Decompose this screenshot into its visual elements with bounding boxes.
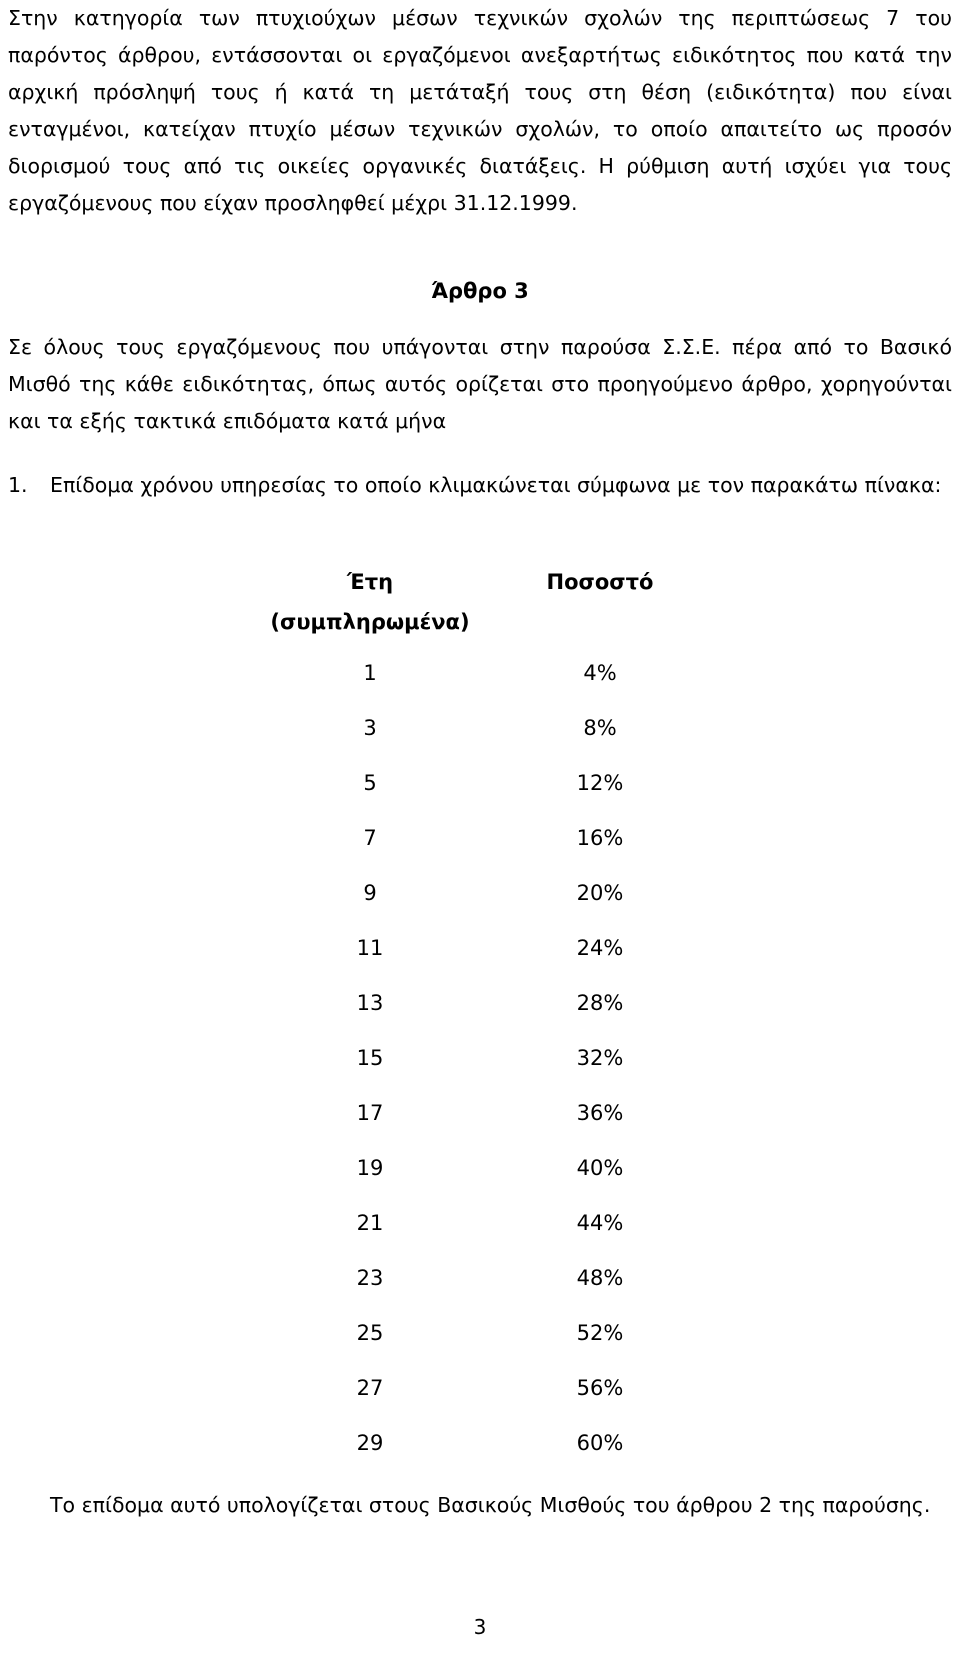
years-cell: 13	[356, 991, 384, 1015]
years-cell: 23	[356, 1266, 384, 1290]
percent-cell: 48%	[576, 1266, 624, 1290]
years-cell: 27	[356, 1376, 384, 1400]
percent-cell: 8%	[583, 716, 617, 740]
article-heading: Άρθρο 3	[431, 279, 529, 303]
intro-paragraph: Στην κατηγορία των πτυχιούχων μέσων τεχνικών σχολών της περιπτώσεως 7 του παρόντος άρθρου, εντάσσονται οι εργαζόμενοι ανεξαρτήτως ειδικότητος που κατά την αρχική πρόσληψή τους ή κατά τη μετάταξή τους στη θέση (ειδικότητα) που είναι ενταγμένοι, κατείχαν πτυχίο μέσων τεχνικών σχολών, το οποίο απαιτείτο ως προσόν διορισμού τους από τις οικείες οργανικές διατάξεις. Η ρύθμιση αυτή ισχύει για τους εργαζόμενους που είχαν προσληφθεί μέχρι 31.12.1999.	[8, 6, 952, 215]
table-row	[0, 933, 960, 988]
percent-cell: 16%	[576, 826, 624, 850]
table-row	[0, 988, 960, 1043]
years-cell: 17	[356, 1101, 384, 1125]
years-cell: 15	[356, 1046, 384, 1070]
percent-cell: 44%	[576, 1211, 624, 1235]
table-row	[0, 1318, 960, 1373]
percent-cell: 24%	[576, 936, 624, 960]
percent-cell: 52%	[576, 1321, 624, 1345]
closing-paragraph: Το επίδομα αυτό υπολογίζεται στους Βασικούς Μισθούς του άρθρου 2 της παρούσης.	[50, 1493, 931, 1517]
years-cell: 3	[363, 716, 377, 740]
percent-cell: 60%	[576, 1431, 624, 1455]
table-row	[0, 1428, 960, 1483]
table-row	[0, 1373, 960, 1428]
years-cell: 1	[363, 661, 377, 685]
table-row	[0, 713, 960, 768]
item-number: 1.	[8, 473, 28, 497]
percent-cell: 28%	[576, 991, 624, 1015]
table-row	[0, 1208, 960, 1263]
years-cell: 29	[356, 1431, 384, 1455]
percent-cell: 56%	[576, 1376, 624, 1400]
table-row	[0, 878, 960, 933]
table-row	[0, 768, 960, 823]
years-cell: 21	[356, 1211, 384, 1235]
table-header-years	[240, 562, 500, 642]
header-percent-label: Ποσοστό	[546, 570, 654, 594]
seniority-table-body	[0, 658, 960, 1483]
table-header-percent	[500, 562, 700, 602]
years-cell: 9	[363, 881, 377, 905]
percent-cell: 12%	[576, 771, 624, 795]
header-years-sublabel: (συμπληρωμένα)	[270, 610, 470, 634]
years-cell: 11	[356, 936, 384, 960]
page-number: 3	[473, 1615, 487, 1639]
percent-cell: 32%	[576, 1046, 624, 1070]
article-paragraph: Σε όλους τους εργαζόμενους που υπάγονται στην παρούσα Σ.Σ.Ε. πέρα από το Βασικό Μισθό της κάθε ειδικότητας, όπως αυτός ορίζεται στο προηγούμενο άρθρο, χορηγούνται και τα εξής τακτικά επιδόματα κατά μήνα	[8, 335, 952, 433]
years-cell: 19	[356, 1156, 384, 1180]
years-cell: 25	[356, 1321, 384, 1345]
table-row	[0, 1043, 960, 1098]
percent-cell: 20%	[576, 881, 624, 905]
allowance-item	[8, 467, 952, 504]
header-years-label: Έτη	[346, 570, 394, 594]
table-row	[0, 823, 960, 878]
table-row	[0, 1098, 960, 1153]
item-text: Επίδομα χρόνου υπηρεσίας το οποίο κλιμακώνεται σύμφωνα με τον παρακάτω πίνακα:	[50, 473, 942, 497]
table-row	[0, 1263, 960, 1318]
percent-cell: 40%	[576, 1156, 624, 1180]
percent-cell: 36%	[576, 1101, 624, 1125]
table-row	[0, 1153, 960, 1208]
percent-cell: 4%	[583, 661, 617, 685]
years-cell: 5	[363, 771, 377, 795]
table-row	[0, 658, 960, 713]
years-cell: 7	[363, 826, 377, 850]
